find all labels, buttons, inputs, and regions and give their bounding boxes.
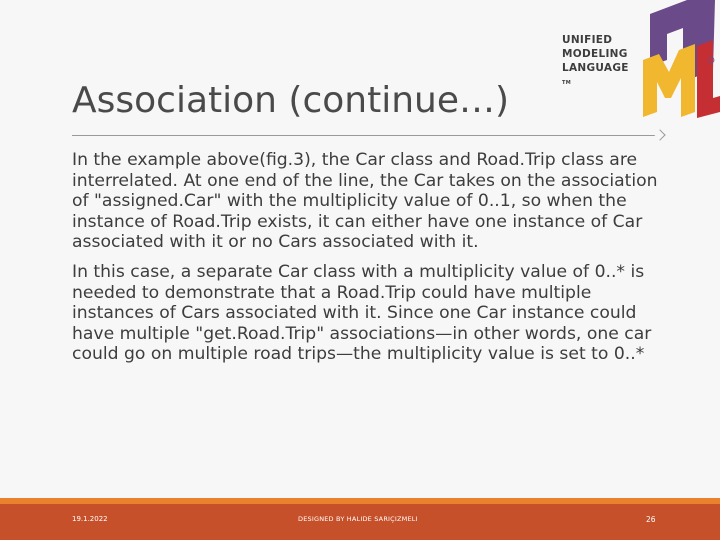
uml-logo-l-shape <box>697 40 720 118</box>
body-paragraph-1: In the example above(fig.3), the Car class and Road.Trip class are interrelated. At one end of the line, the Car takes on the association of "assigned.Car" with the multiplicity value of 0..1, so when the instance of Road.Trip exists, it can either have one instance of Car associated with it or no Cars associated with it. <box>72 150 658 253</box>
uml-logo-line-2: MODELING <box>562 48 628 60</box>
title-divider <box>72 135 659 136</box>
uml-logo-line-1: UNIFIED <box>562 34 613 46</box>
trademark-mark: TM <box>562 80 571 86</box>
footer-designer: DESIGNED BY HALIDE SARIÇIZMELI <box>298 515 418 523</box>
slide-body <box>72 150 672 374</box>
page-number: 26 <box>646 515 656 524</box>
slide-title: Association (continue…) <box>72 80 510 121</box>
uml-logo-text <box>562 33 640 90</box>
title-divider-arrow-icon <box>654 129 665 140</box>
body-paragraph-2: In this case, a separate Car class with a multiplicity value of 0..* is needed to demonstrate that a Road.Trip could have multiple instances of Cars associated with it. Since one Car instance could have multiple "get.Road.Trip" associations—in other words, one car could go on multiple road trips—the multiplicity value is set to 0..* <box>72 261 652 365</box>
uml-logo-line-3: LANGUAGE TM <box>562 62 629 86</box>
footer-date: 19.1.2022 <box>72 515 108 523</box>
